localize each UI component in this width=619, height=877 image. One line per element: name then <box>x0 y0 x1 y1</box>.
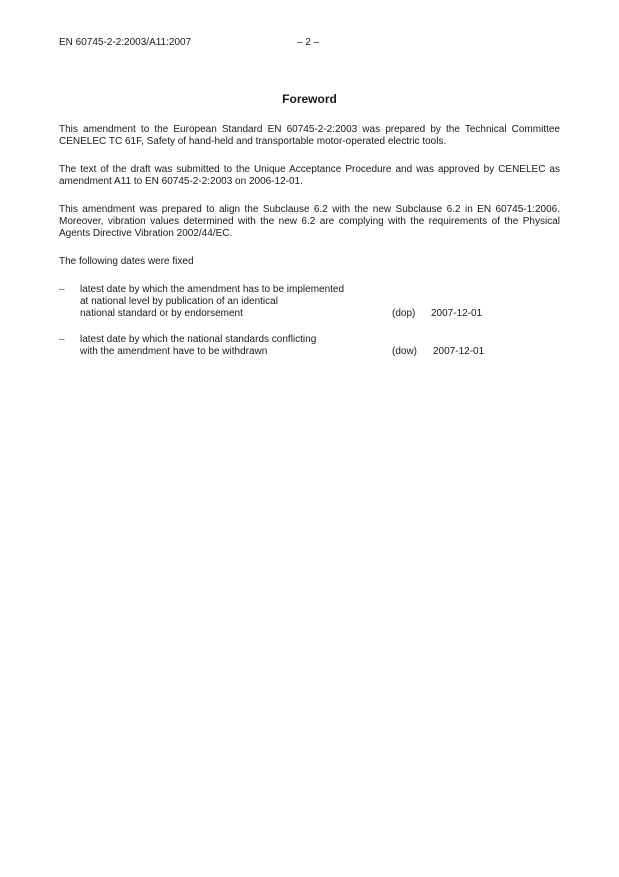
date-abbreviation: (dop) <box>392 307 416 319</box>
page-title: Foreword <box>282 92 337 106</box>
description-line: with the amendment have to be withdrawn <box>80 345 268 357</box>
date-value: 2007-12-01 <box>433 345 485 357</box>
date-abbreviation: (dow) <box>392 345 418 357</box>
paragraph-alignment: This amendment was prepared to align the Subclause 6.2 with the new Subclause 6.2 in EN 60745-1:2006. Moreover, vibration values determined with the new 6.2 are complying with the requirements of the Physical Agents Directive Vibration 2002/44/EC. <box>59 204 560 239</box>
description-line: latest date by which the amendment has to be implemented <box>80 284 345 295</box>
date-item-description <box>80 284 380 319</box>
date-item-description <box>80 334 380 358</box>
paragraph-approval: The text of the draft was submitted to the Unique Acceptance Procedure and was approved by CENELEC as amendment A11 to EN 60745-2-2:2003 on 2006-12-01. <box>59 164 560 187</box>
standard-reference: EN 60745-2-2:2003/A11:2007 <box>59 37 192 48</box>
description-line: at national level by publication of an identical <box>80 295 278 307</box>
paragraph-dates-intro: The following dates were fixed <box>59 256 194 267</box>
description-line: latest date by which the national standards conflicting <box>80 334 317 345</box>
paragraph-intro: This amendment to the European Standard EN 60745-2-2:2003 was prepared by the Technical Committee CENELEC TC 61F, Safety of hand-held and transportable motor-operated electric tools. <box>59 124 560 147</box>
dash-bullet: – <box>59 284 65 295</box>
page-number: – 2 – <box>297 37 320 48</box>
description-line: national standard or by endorsement <box>80 307 243 319</box>
dash-bullet: – <box>59 334 65 345</box>
date-value: 2007-12-01 <box>431 307 483 319</box>
